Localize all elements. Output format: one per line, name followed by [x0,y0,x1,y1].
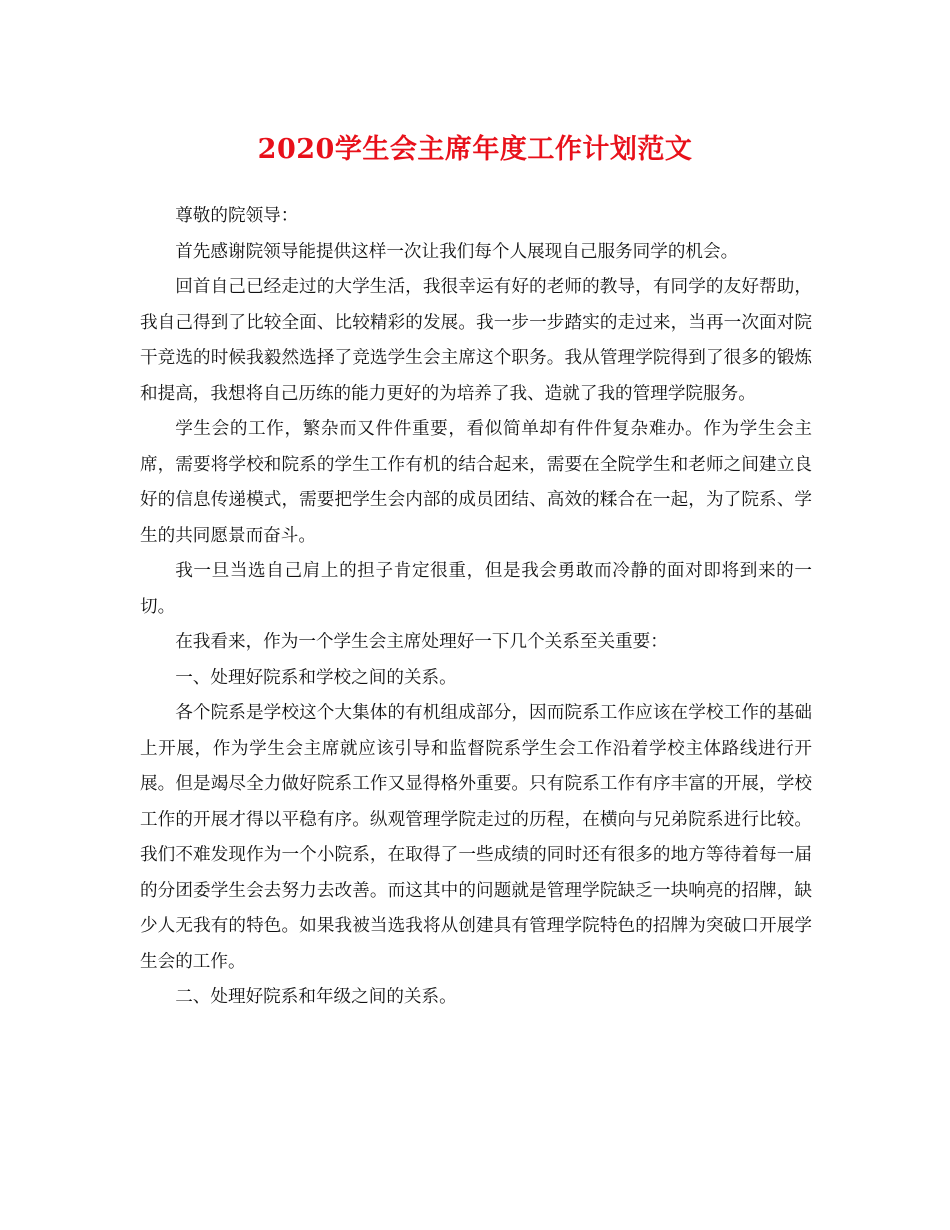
paragraph: 在我看来，作为一个学生会主席处理好一下几个关系至关重要： [175,632,668,652]
document-title: 2020学生会主席年度工作计划范文 [257,134,693,165]
section-heading: 二、处理好院系和年级之间的关系。 [175,987,457,1007]
salutation: 尊敬的院领导： [175,206,299,226]
document-body [140,199,812,1016]
paragraph: 我一旦当选自己肩上的担子肯定很重，但是我会勇敢而冷静的面对即将到来的一切。 [140,561,812,617]
paragraph: 各个院系是学校这个大集体的有机组成部分，因而院系工作应该在学校工作的基础上开展，作为学生会主席就应该引导和监督院系学生会工作沿着学校主体路线进行开展。但是竭尽全力做好院系工作又显得格外重要。只有院系工作有序丰富的开展，学校工作的开展才得以平稳有序。纵观管理学院走过的历程，在横向与兄弟院系进行比较。我们不难发现作为一个小院系，在取得了一些成绩的同时还有很多的地方等待着每一届的分团委学生会去努力去改善。而这其中的问题就是管理学院缺乏一块响亮的招牌，缺少人无我有的特色。如果我被当选我将从创建具有管理学院特色的招牌为突破口开展学生会的工作。 [140,703,812,972]
paragraph: 回首自己已经走过的大学生活，我很幸运有好的老师的教导，有同学的友好帮助，我自己得到了比较全面、比较精彩的发展。我一步一步踏实的走过来，当再一次面对院干竞选的时候我毅然选择了竞选学生会主席这个职务。我从管理学院得到了很多的锻炼和提高，我想将自己历练的能力更好的为培养了我、造就了我的管理学院服务。 [140,277,812,404]
paragraph: 学生会的工作，繁杂而又件件重要，看似简单却有件件复杂难办。作为学生会主席，需要将学校和院系的学生工作有机的结合起来，需要在全院学生和老师之间建立良好的信息传递模式，需要把学生会内部的成员团结、高效的糅合在一起，为了院系、学生的共同愿景而奋斗。 [140,419,812,546]
paragraph: 首先感谢院领导能提供这样一次让我们每个人展现自己服务同学的机会。 [175,241,739,262]
section-heading: 一、处理好院系和学校之间的关系。 [175,667,457,688]
